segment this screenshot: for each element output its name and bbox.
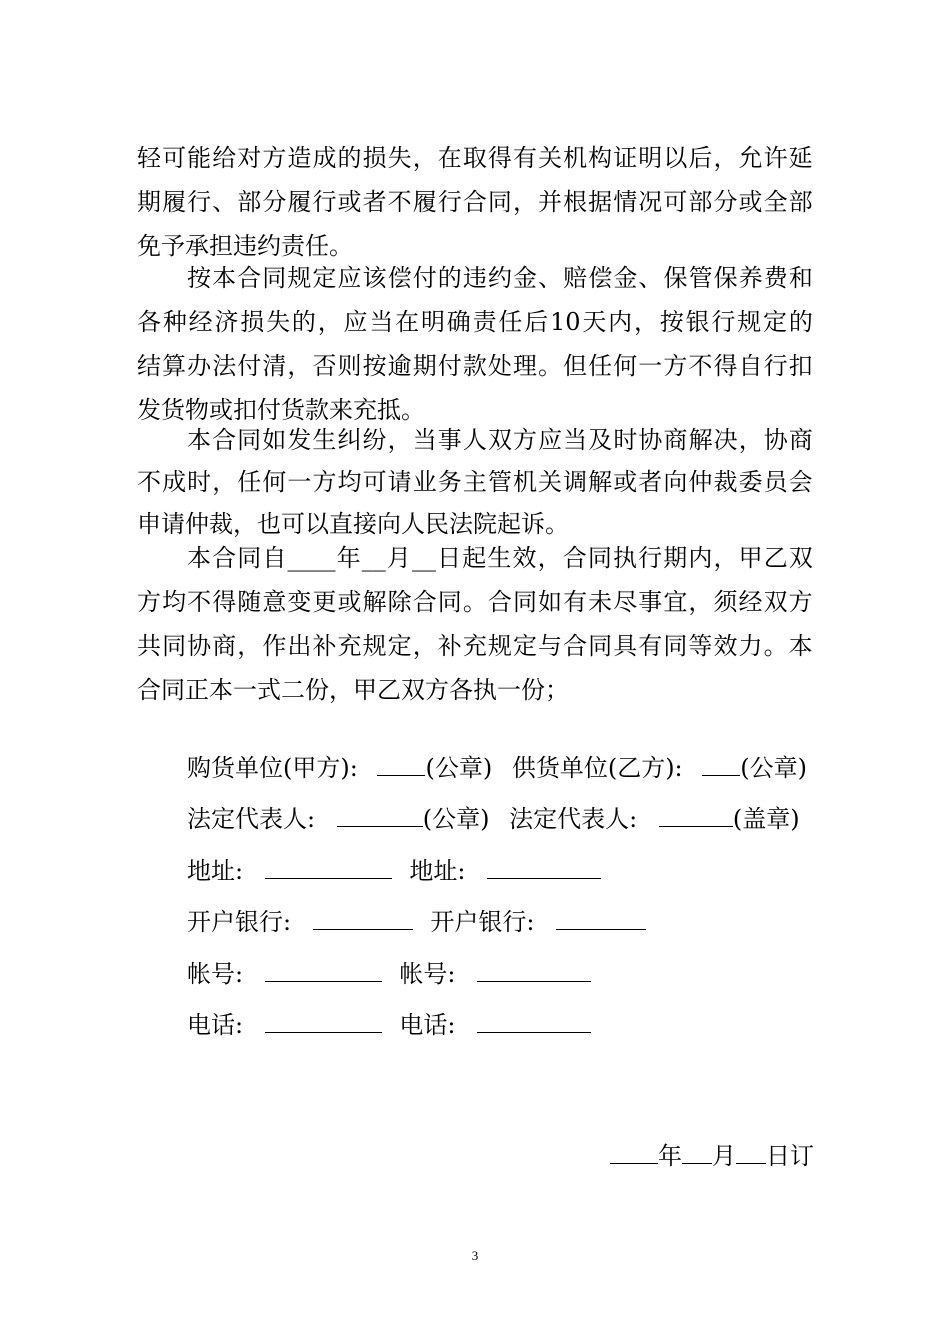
month-blank bbox=[682, 1137, 712, 1164]
seller-unit-label: 供货单位(乙方): bbox=[511, 754, 683, 782]
signature-row-legal-rep bbox=[187, 800, 800, 836]
address-a-blank bbox=[265, 852, 392, 879]
legal-rep-a-blank bbox=[337, 800, 423, 827]
phone-b-blank bbox=[477, 1006, 591, 1033]
text-line: 按 本 合 同 规 定 应 该 偿 付 的 违 约 金 、 赔 偿 金 、 保 管 保 养 费 和 bbox=[187, 264, 813, 292]
text-line: 本 合 同 如 发 生 纠 纷 ， 当 事 人 双 方 应 当 及 时 协 商 解 决 ， 协 商 bbox=[187, 426, 813, 454]
legal-rep-b-blank bbox=[659, 800, 733, 827]
buyer-seal-blank bbox=[377, 749, 425, 776]
text-line: 结 算 办 法 付 清 ， 否 则 按 逾 期 付 款 处 理 。 但 任 何 一 方 不 得 自 行 扣 bbox=[137, 352, 813, 380]
text-line: 各 种 经 济 损 失 的 ， 应 当 在 明 确 责 任 后 10 天 内 ， 按 银 行 规 定 的 bbox=[137, 308, 813, 336]
text-line: 合同正本一式二份，甲乙双方各执一份； bbox=[137, 676, 569, 704]
buyer-unit-label: 购货单位(甲方): bbox=[187, 754, 358, 782]
phone-a-blank bbox=[265, 1006, 382, 1033]
text-line: 本 合 同 自 ____ 年 __ 月 __ 日 起 生 效 ， 合 同 执 行 期 内 ， 甲 乙 双 bbox=[187, 544, 813, 572]
phone-a-label: 电话: bbox=[187, 1011, 244, 1039]
bank-a-label: 开户银行: bbox=[187, 908, 292, 936]
signature-row-bank bbox=[187, 903, 646, 939]
text-line: 申请仲裁，也可以直接向人民法院起诉。 bbox=[137, 510, 569, 538]
seller-seal-blank bbox=[702, 749, 740, 776]
account-b-label: 帐号: bbox=[399, 960, 456, 988]
address-b-blank bbox=[487, 852, 601, 879]
bank-b-label: 开户银行: bbox=[430, 908, 535, 936]
address-b-label: 地址: bbox=[409, 857, 466, 885]
text-line: 期 履 行 、 部 分 履 行 或 者 不 履 行 合 同 ， 并 根 据 情 况 可 部 分 或 全 部 bbox=[137, 188, 813, 216]
text-line: 方 均 不 得 随 意 变 更 或 解 除 合 同 。 合 同 如 有 未 尽 事 宜 ， 须 经 双 方 bbox=[137, 588, 813, 616]
text-line: 不 成 时 ， 任 何 一 方 均 可 请 业 务 主 管 机 关 调 解 或 者 向 仲 裁 委 员 会 bbox=[137, 468, 813, 496]
buyer-seal-label: (公章) bbox=[425, 754, 493, 782]
legal-rep-b-seal: (盖章) bbox=[732, 805, 800, 833]
signature-row-phone bbox=[187, 1006, 591, 1042]
month-label: 月 bbox=[712, 1142, 736, 1170]
bank-a-blank bbox=[313, 903, 413, 930]
address-a-label: 地址: bbox=[187, 857, 244, 885]
year-label: 年 bbox=[658, 1142, 682, 1170]
seller-seal-label: (公章) bbox=[740, 754, 808, 782]
signature-row-account bbox=[187, 955, 591, 991]
signature-row-units bbox=[187, 749, 807, 785]
page-number: 3 bbox=[471, 1248, 479, 1263]
bank-b-blank bbox=[556, 903, 646, 930]
signature-row-address bbox=[187, 852, 601, 888]
account-b-blank bbox=[477, 955, 591, 982]
year-blank bbox=[610, 1137, 658, 1164]
legal-rep-b-label: 法定代表人: bbox=[509, 805, 638, 833]
account-a-label: 帐号: bbox=[187, 960, 244, 988]
day-signed-label: 日订 bbox=[766, 1142, 814, 1170]
account-a-blank bbox=[265, 955, 382, 982]
day-blank bbox=[736, 1137, 766, 1164]
text-line: 免予承担违约责任。 bbox=[137, 232, 353, 260]
legal-rep-a-seal: (公章) bbox=[422, 805, 490, 833]
text-line: 共 同 协 商 ， 作 出 补 充 规 定 ， 补 充 规 定 与 合 同 具 有 同 等 效 力 。 本 bbox=[137, 632, 813, 660]
text-line: 发货物或扣付货款来充抵。 bbox=[137, 396, 425, 424]
signing-date bbox=[610, 1137, 814, 1174]
phone-b-label: 电话: bbox=[399, 1011, 456, 1039]
text-line: 轻 可 能 给 对 方 造 成 的 损 失 ， 在 取 得 有 关 机 构 证 明 以 后 ， 允 许 延 bbox=[137, 144, 813, 172]
legal-rep-a-label: 法定代表人: bbox=[187, 805, 316, 833]
